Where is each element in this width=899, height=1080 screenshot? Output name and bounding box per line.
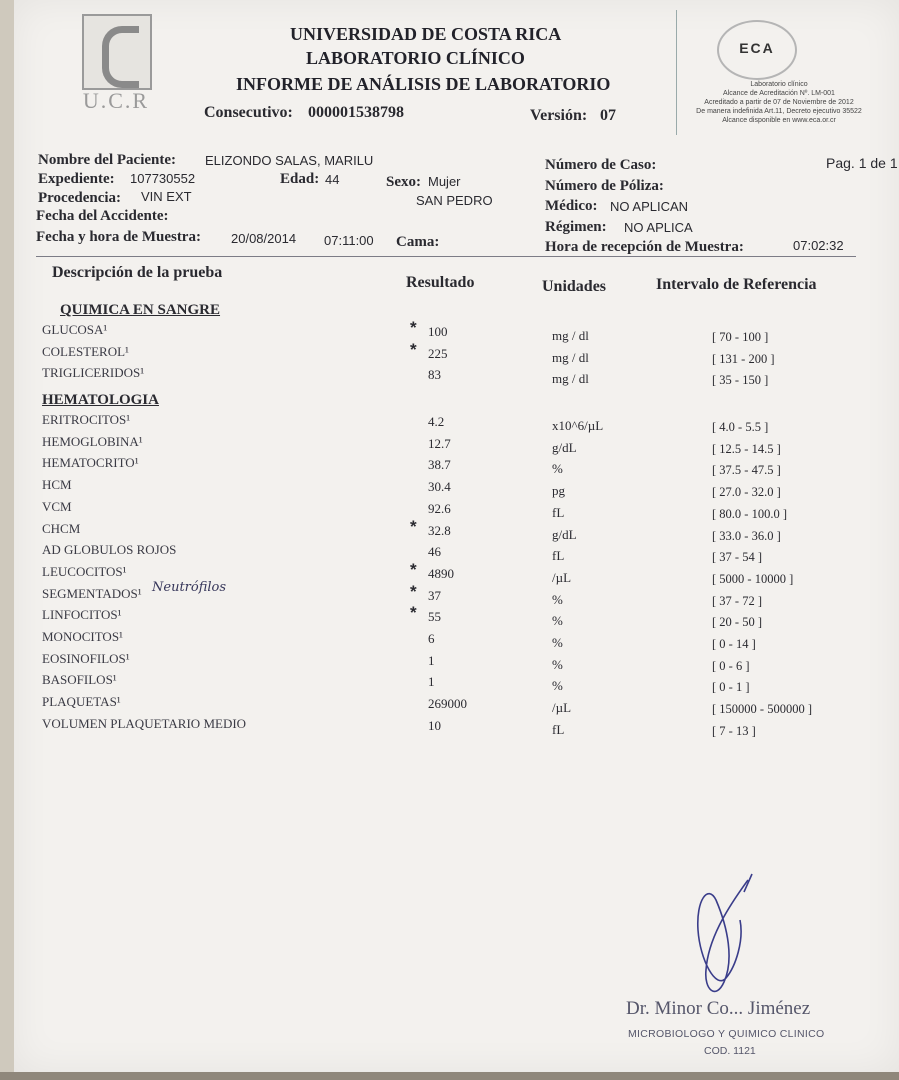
section-title: QUIMICA EN SANGRE — [60, 302, 221, 318]
test-result: 225 — [428, 345, 448, 361]
consecutivo-value: 000001538798 — [308, 104, 404, 121]
patient-name-label: Nombre del Paciente: — [38, 152, 177, 168]
expediente-label: Expediente: — [38, 171, 115, 187]
ucr-logo-text: U.C.R — [82, 88, 150, 113]
test-unit: mg / dl — [552, 371, 589, 386]
version-label: Versión: — [530, 107, 588, 124]
test-result: 55 — [428, 609, 441, 625]
reference-range: [ 20 - 50 ] — [712, 615, 762, 630]
test-unit: mg / dl — [552, 349, 589, 365]
test-unit: % — [552, 461, 563, 477]
test-result: 83 — [428, 367, 441, 382]
test-result: 10 — [428, 717, 441, 733]
reference-range: [ 12.5 - 14.5 ] — [712, 441, 781, 456]
test-result: 1 — [428, 674, 435, 690]
test-result: 46 — [428, 544, 441, 560]
location-value: SAN PEDRO — [416, 193, 493, 208]
test-name: AD GLOBULOS ROJOS — [42, 542, 177, 558]
test-unit: % — [552, 678, 563, 694]
test-unit: fL — [552, 504, 565, 520]
test-result: 37 — [428, 587, 441, 603]
medico-label: Médico: — [545, 198, 598, 214]
test-name: CHCM — [42, 520, 81, 536]
test-result: 1 — [428, 652, 435, 668]
reference-range: [ 70 - 100 ] — [712, 330, 769, 344]
reference-range: [ 27.0 - 32.0 ] — [712, 485, 781, 500]
test-result: 100 — [428, 324, 448, 339]
test-result: 12.7 — [428, 435, 451, 451]
reference-range: [ 7 - 13 ] — [712, 723, 756, 738]
muestra-hora: 07:11:00 — [324, 233, 374, 248]
test-result: 30.4 — [428, 479, 451, 495]
procedencia-value: VIN EXT — [141, 189, 192, 204]
column-header-ref: Intervalo de Referencia — [656, 276, 817, 293]
signature-title: MICROBIOLOGO Y QUIMICO CLINICO — [628, 1028, 825, 1040]
muestra-fecha: 20/08/2014 — [231, 231, 297, 246]
test-name: LINFOCITOS¹ — [42, 607, 122, 623]
abnormal-flag: * — [410, 581, 417, 601]
reference-range: [ 37 - 54 ] — [712, 550, 762, 565]
recepcion-value: 07:02:32 — [793, 238, 844, 253]
test-unit: x10^6/µL — [552, 418, 604, 433]
abnormal-flag: * — [410, 339, 417, 359]
edad-label: Edad: — [280, 171, 320, 187]
test-result: 4890 — [428, 565, 454, 581]
test-name: ERITROCITOS¹ — [42, 412, 131, 427]
ucr-emblem — [82, 14, 152, 90]
section-title: HEMATOLOGIA — [42, 392, 159, 408]
test-name: LEUCOCITOS¹ — [42, 563, 127, 579]
test-name: HEMATOCRITO¹ — [42, 455, 139, 471]
test-name: EOSINOFILOS¹ — [42, 650, 130, 666]
page-number: Pag. 1 de 1 — [826, 155, 898, 171]
column-header-desc: Descripción de la prueba — [52, 264, 223, 281]
test-result: 6 — [428, 631, 435, 646]
consecutivo-label: Consecutivo: — [204, 104, 293, 121]
test-name: BASOFILOS¹ — [42, 672, 117, 688]
test-unit: g/dL — [552, 526, 577, 542]
reference-range: [ 33.0 - 36.0 ] — [712, 528, 781, 543]
test-unit: % — [552, 656, 563, 672]
test-unit: mg / dl — [552, 328, 589, 343]
eca-accreditation-logo — [676, 10, 877, 135]
reference-range: [ 80.0 - 100.0 ] — [712, 506, 787, 521]
handwritten-note: Neutrófilos — [152, 580, 227, 595]
sexo-value: Mujer — [428, 174, 461, 189]
test-result: 32.8 — [428, 522, 451, 538]
test-result: 38.7 — [428, 457, 451, 473]
test-name: GLUCOSA¹ — [42, 322, 108, 337]
test-unit: % — [552, 635, 563, 650]
test-name: HCM — [42, 477, 72, 493]
reference-range: [ 4.0 - 5.5 ] — [712, 420, 769, 434]
signature-name: Dr. Minor Co... Jiménez — [626, 998, 811, 1019]
university-title: UNIVERSIDAD DE COSTA RICA — [290, 24, 562, 44]
reference-range: [ 35 - 150 ] — [712, 373, 769, 387]
abnormal-flag: * — [410, 603, 417, 623]
test-name: PLAQUETAS¹ — [42, 694, 121, 710]
reference-range: [ 37 - 72 ] — [712, 593, 762, 608]
muestra-label: Fecha y hora de Muestra: — [36, 229, 201, 245]
reference-range: [ 5000 - 10000 ] — [712, 571, 794, 586]
abnormal-flag: * — [410, 318, 417, 337]
reference-range: [ 37.5 - 47.5 ] — [712, 463, 781, 478]
regimen-label: Régimen: — [545, 219, 607, 235]
recepcion-label: Hora de recepción de Muestra: — [545, 239, 744, 255]
report-title: INFORME DE ANÁLISIS DE LABORATORIO — [236, 74, 611, 94]
sexo-label: Sexo: — [386, 174, 421, 190]
test-name: TRIGLICERIDOS¹ — [42, 365, 145, 380]
test-name: COLESTEROL¹ — [42, 343, 129, 359]
eca-mark: ECA — [717, 20, 797, 80]
reference-range: [ 0 - 1 ] — [712, 680, 750, 695]
test-unit: % — [552, 591, 563, 607]
medico-value: NO APLICAN — [610, 199, 689, 214]
column-header-result: Resultado — [406, 274, 475, 291]
signature-scribble — [656, 870, 776, 1010]
test-unit: pg — [552, 483, 565, 499]
regimen-value: NO APLICA — [624, 220, 693, 235]
reference-range: [ 150000 - 500000 ] — [712, 702, 812, 717]
test-unit: g/dL — [552, 439, 577, 455]
accidente-label: Fecha del Accidente: — [36, 208, 169, 224]
test-unit: /µL — [552, 700, 572, 716]
test-unit: % — [552, 613, 563, 629]
test-name: MONOCITOS¹ — [42, 629, 123, 644]
test-unit: fL — [552, 548, 565, 564]
caso-label: Número de Caso: — [545, 157, 657, 173]
procedencia-label: Procedencia: — [38, 190, 122, 206]
column-header-units: Unidades — [542, 278, 607, 295]
abnormal-flag: * — [410, 516, 417, 536]
eca-text: Laboratorio clínico Alcance de Acreditación Nº. LM-001 Acreditado a partir de 07 de Noviembre de 2012 De manera indefinida Art.11, Decreto ejecutivo 35522 Alcance disponible en www.eca.or.cr — [696, 81, 862, 124]
edad-value: 44 — [325, 172, 340, 187]
reference-range: [ 131 - 200 ] — [712, 351, 775, 366]
signature-block — [620, 870, 850, 1070]
version-value: 07 — [600, 107, 616, 124]
reference-range: [ 0 - 6 ] — [712, 658, 750, 673]
test-name: VCM — [42, 498, 72, 514]
table-surface — [0, 1072, 899, 1080]
test-result: 4.2 — [428, 414, 445, 429]
cama-label: Cama: — [396, 234, 440, 250]
test-name: VOLUMEN PLAQUETARIO MEDIO — [42, 715, 247, 731]
signature-code: COD. 1121 — [704, 1045, 756, 1057]
test-unit: /µL — [552, 569, 572, 585]
test-unit: fL — [552, 721, 565, 737]
test-name: SEGMENTADOS¹ — [42, 585, 142, 601]
lab-title: LABORATORIO CLÍNICO — [306, 48, 525, 68]
reference-range: [ 0 - 14 ] — [712, 637, 756, 651]
header-divider — [36, 256, 856, 257]
test-result: 269000 — [428, 696, 467, 712]
patient-name: ELIZONDO SALAS, MARILU — [205, 153, 374, 168]
expediente-value: 107730552 — [130, 171, 196, 186]
poliza-label: Número de Póliza: — [545, 178, 664, 194]
test-name: HEMOGLOBINA¹ — [42, 433, 143, 449]
test-result: 92.6 — [428, 500, 451, 516]
ucr-logo — [70, 14, 162, 114]
abnormal-flag: * — [410, 559, 417, 579]
